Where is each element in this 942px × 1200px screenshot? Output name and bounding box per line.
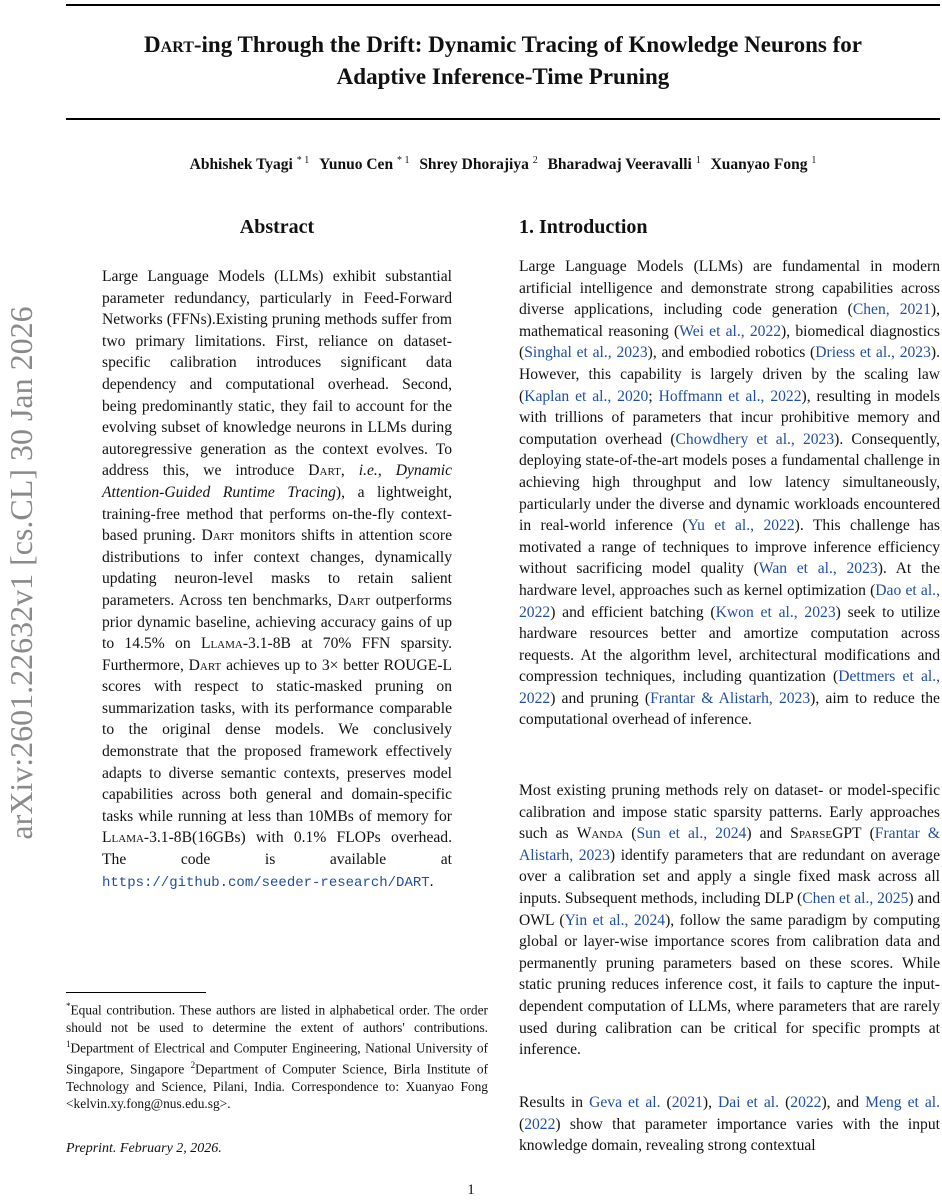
title-rest: -ing Through the Drift: Dynamic Tracing of Knowledge Neurons for	[193, 32, 862, 57]
citation-link[interactable]: Yu et al., 2022	[687, 517, 795, 535]
paragraph-text: ) and	[746, 825, 791, 843]
footnote-rule	[66, 992, 206, 993]
introduction-heading: 1. Introduction	[519, 216, 648, 238]
abstract-text: .	[429, 872, 434, 890]
abstract-text: monitors shifts in attention score distributions to infer context changes, dynamically updating neuron-level masks to retain salient parameters. Across ten benchmarks,	[102, 527, 452, 609]
paragraph-text: (	[779, 1094, 791, 1111]
footnote	[66, 998, 488, 1112]
paragraph-text: ), follow the same paradigm by computing global or layer-wise importance scores from calibration data and permanently pruning parameters based on these scores. While static pruning reduces inference cost, it fails to capture the input-dependent computation of LLMs, where parameters that are rarely used during calibration can be critical for specific prompts at inference.	[519, 911, 940, 1059]
dart-name: Dart	[337, 591, 371, 609]
author-affiliation-mark: 2	[532, 155, 538, 166]
citation-link[interactable]: Meng et al.	[865, 1094, 941, 1111]
paper-title-line-2: Adaptive Inference-Time Pruning	[336, 64, 670, 89]
sparsegpt-name: SparseGPT	[790, 825, 862, 843]
paragraph-text: (	[660, 1094, 672, 1111]
title-dart: Dart	[144, 32, 194, 57]
title-top-rule	[66, 4, 940, 6]
author-1	[190, 156, 310, 173]
paragraph-text: ), biomedical diagnostics (	[519, 322, 940, 362]
footnote-text: Department of Electrical and Computer Engineering, National University of Singapore, Singapore	[66, 1040, 488, 1077]
citation-link[interactable]: Chowdhery et al., 2023	[675, 430, 835, 448]
abstract-heading: Abstract	[239, 216, 315, 238]
citation-link[interactable]: Wan et al., 2023	[758, 560, 878, 578]
wanda-name: Wanda	[576, 825, 624, 843]
abstract-text: achieves up to 3× better ROUGE-L scores with respect to static-masked pruning on summarization tasks, with its performance comparable to the original dense models. We conclusively demonstrate that the proposed framework effectively adapts to diverse semantic contexts, preserves model capabilities across both general and domain-specific tasks while running at less than 10MBs of memory for	[102, 656, 452, 825]
llama-name: Llama	[200, 635, 243, 653]
intro-paragraph-2	[519, 780, 940, 1061]
paragraph-text: ). However, this capability is largely driven by the scaling law (	[519, 344, 940, 405]
paragraph-text: ), aim to reduce the computational overhead of inference.	[519, 689, 940, 729]
preprint-note: Preprint. February 2, 2026.	[66, 1141, 222, 1156]
footnote-mark: 1	[66, 1039, 71, 1050]
citation-link[interactable]: 2021	[671, 1094, 703, 1111]
paragraph-text: (	[623, 825, 637, 843]
citation-link[interactable]: Chen, 2021	[852, 301, 931, 319]
paragraph-text: ) and efficient batching (	[550, 603, 716, 621]
author-name: Abhishek Tyagi	[189, 156, 293, 174]
citation-link[interactable]: Hoffmann et al., 2022	[658, 387, 802, 405]
citation-link[interactable]: Sun et al., 2024	[636, 825, 747, 843]
footnote-mark: *	[66, 1001, 71, 1011]
intro-paragraph-3	[519, 1092, 940, 1157]
abstract-ie: i.e.	[358, 462, 378, 480]
author-list	[66, 155, 940, 174]
citation-link[interactable]: Kaplan et al., 2020	[524, 387, 649, 405]
citation-link[interactable]: Wei et al., 2022	[679, 322, 782, 340]
citation-link[interactable]: Driess et al., 2023	[815, 344, 931, 362]
page-number: 1	[467, 1182, 475, 1198]
author-2	[319, 156, 409, 173]
author-name: Yunuo Cen	[319, 156, 394, 174]
paragraph-text: ) identify parameters that are redundant on average over a calibration set and apply a single fixed mask across all inputs. Subsequent methods, including DLP (	[519, 846, 940, 907]
paragraph-text: ). Consequently, deploying state-of-the-art models poses a fundamental challenge in achieving high throughput and low latency simultaneously, particularly under the diverse and dynamic workloads encountered in real-world inference (	[519, 430, 940, 535]
abstract-text: ), a lightweight, training-free method that performs on-the-fly context-based pruning.	[102, 483, 452, 545]
author-affiliation-mark: * 1	[396, 155, 410, 166]
abstract-text: -3.1-8B at 70% FFN sparsity. Furthermore,	[102, 635, 453, 674]
abstract-text: Large Language Models (LLMs) exhibit substantial parameter redundancy, particularly in Feed-Forward Networks (FFNs).Existing pruning methods suffer from two primary limitations. First, reliance on dataset-specific calibration introduces significant data dependency and computational overhead. Second, being predominantly static, they fail to account for the evolving subset of knowledge neurons in LLMs during autoregressive generation as the context evolves. To address this, we introduce	[102, 268, 452, 480]
title-bottom-rule	[66, 118, 940, 120]
author-5	[711, 156, 817, 173]
author-affiliation-mark: 1	[811, 155, 817, 166]
paragraph-text: ), resulting in models with trillions of parameters that incur prohibitive memory and computation overhead (	[519, 387, 940, 448]
citation-link[interactable]: Frantar & Alistarh, 2023	[519, 825, 940, 864]
paragraph-text: ),	[702, 1094, 719, 1111]
author-affiliation-mark: 1	[695, 155, 701, 166]
citation-link[interactable]: Geva et al.	[589, 1094, 661, 1111]
citation-link[interactable]: Yin et al., 2024	[564, 911, 666, 929]
abstract-text: ,	[340, 462, 359, 480]
citation-link[interactable]: 2022	[790, 1094, 822, 1111]
paragraph-text: ), mathematical reasoning (	[519, 301, 940, 340]
intro-paragraph-1	[519, 256, 940, 731]
footnote-text: Department of Computer Science, Birla Institute of Technology and Science, Pilani, India. Correspondence to: Xuanyao Fong <kelvin.xy.fong@nus.edu.sg>.	[66, 1061, 488, 1111]
paragraph-text: (	[519, 1115, 525, 1133]
paragraph-text: ). This challenge has motivated a range of techniques to improve inference efficiency without sacrificing model quality (	[519, 517, 940, 578]
paragraph-text: ), and	[821, 1094, 866, 1111]
footnote-text: Equal contribution. These authors are listed in alphabetical order. The order should not be used to determine the extent of authors' contributions.	[66, 1002, 488, 1035]
dart-expansion: Dynamic Attention-Guided Runtime Tracing	[102, 462, 453, 501]
abstract-text: outperforms prior dynamic baseline, achieving accuracy gains of up to 14.5% on	[102, 591, 452, 653]
paragraph-text: ) and OWL (	[519, 889, 940, 929]
citation-link[interactable]: Chen et al., 2025	[802, 889, 909, 907]
paragraph-text: Most existing pruning methods rely on dataset- or model-specific calibration and impose static sparsity patterns. Early approaches such as	[519, 782, 940, 843]
arxiv-stamp	[2, 306, 39, 840]
paragraph-text: ). At the hardware level, approaches such as kernel optimization (	[519, 560, 941, 599]
paragraph-text: ) show that parameter importance varies with the input knowledge domain, revealing strong contextual	[519, 1115, 940, 1155]
citation-link[interactable]: Frantar & Alistarh, 2023	[650, 689, 811, 707]
code-url-link[interactable]: https://github.com/seeder-research/DART	[102, 874, 430, 891]
paragraph-text: ) and pruning (	[550, 689, 651, 707]
author-name: Xuanyao Fong	[710, 156, 808, 174]
citation-link[interactable]: 2022	[524, 1115, 556, 1133]
footnote-mark: 2	[190, 1059, 196, 1070]
author-name: Bharadwaj Veeravalli	[547, 156, 692, 174]
citation-link[interactable]: Dai et al.	[718, 1094, 780, 1111]
citation-link[interactable]: Dettmers et al., 2022	[519, 668, 940, 707]
paragraph-text: ;	[648, 387, 659, 405]
paragraph-text: (	[861, 825, 875, 843]
dart-name: Dart	[308, 462, 341, 480]
paragraph-text: Large Language Models (LLMs) are fundamental in modern artificial intelligence and demonstrate strong capabilities across diverse applications, including code generation (	[519, 258, 940, 319]
dart-name: Dart	[188, 656, 222, 674]
author-name: Shrey Dhorajiya	[419, 156, 529, 174]
author-4	[548, 156, 701, 173]
paper-title-line-1	[66, 28, 940, 62]
paragraph-text: ) seek to utilize hardware resources better and amortize computation across requests. At the algorithm level, architectural modifications and compression techniques, including quantization (	[519, 603, 941, 686]
citation-link[interactable]: Dao et al., 2022	[519, 581, 940, 621]
abstract-text: ,	[377, 462, 396, 480]
author-affiliation-mark: * 1	[296, 155, 310, 166]
abstract-body	[102, 266, 452, 894]
dart-name: Dart	[201, 527, 235, 545]
arxiv-stamp-text: arXiv:2601.22632v1 [cs.CL] 30 Jan 2026	[3, 306, 39, 840]
abstract-text: -3.1-8B(16GBs) with 0.1% FLOPs overhead. The code is available at	[102, 829, 452, 869]
citation-link[interactable]: Kwon et al., 2023	[715, 603, 836, 621]
citation-link[interactable]: Singhal et al., 2023	[524, 344, 648, 362]
author-3	[419, 156, 537, 173]
paragraph-text: Results in	[519, 1094, 590, 1111]
llama-name: Llama	[102, 829, 144, 847]
paragraph-text: ), and embodied robotics (	[647, 344, 816, 362]
